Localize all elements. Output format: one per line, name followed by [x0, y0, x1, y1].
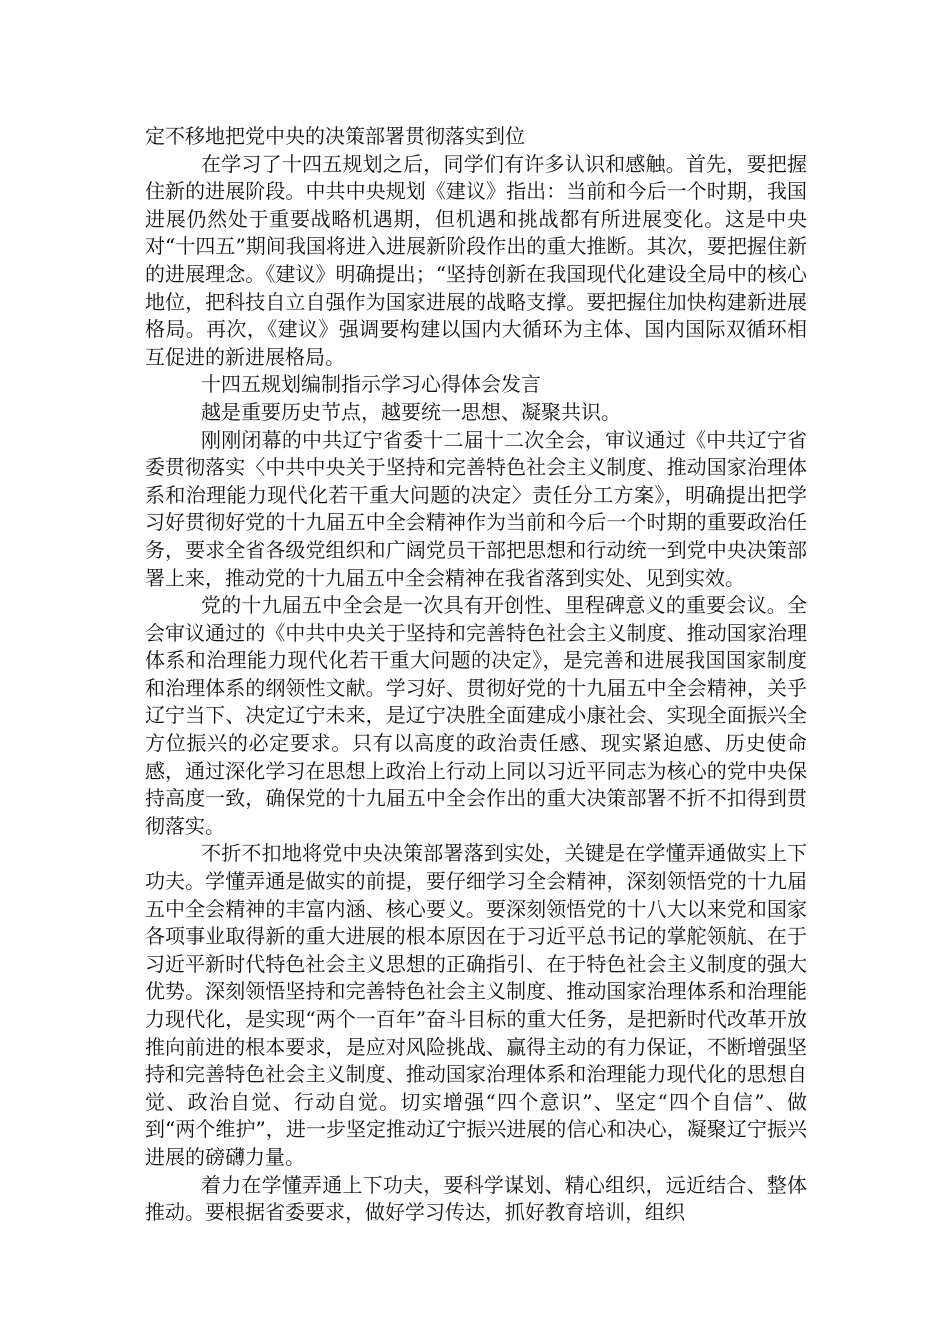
paragraph: 越是重要历史节点，越要统一思想、凝聚共识。 [201, 399, 621, 424]
section-heading: 十四五规划编制指示学习心得体会发言 [201, 372, 541, 397]
paragraph: 刚刚闭幕的中共辽宁省委十二届十二次全会，审议通过《中共辽宁省委贯彻落实〈中共中央关于坚持和完善特色社会主义制度、推动国家治理体系和治理能力现代化若干重大问题的决定〉责任分工方案》，明确提出把学习好贯彻好党的十九届五中全会精神作为当前和今后一个时期的重要政治任务，要求全省各级党组织和广阔党员干部把思想和行动统一到党中央决策部署上来，推动党的十九届五中全会精神在我省落到实处、见到实效。 [145, 427, 807, 590]
paragraph: 不折不扣地将党中央决策部署落到实处，关键是在学懂弄通做实上下功夫。学懂弄通是做实的前提，要仔细学习全会精神，深刻领悟党的十九届五中全会精神的丰富内涵、核心要义。要深刻领悟党的十八大以来党和国家各项事业取得新的重大进展的根本原因在于习近平总书记的掌舵领航、在于习近平新时代特色社会主义思想的正确指引、在于特色社会主义制度的强大优势。深刻领悟坚持和完善特色社会主义制度、推动国家治理体系和治理能力现代化，是实现“两个一百年”奋斗目标的重大任务，是把新时代改革开放推向前进的根本要求，是应对风险挑战、赢得主动的有力保证，不断增强坚持和完善特色社会主义制度、推动国家治理体系和治理能力现代化的思想自觉、政治自觉、行动自觉。切实增强“四个意识”、坚定“四个自信”、做到“两个维护”，进一步坚定推动辽宁振兴进展的信心和决心，凝聚辽宁振兴进展的磅礴力量。 [145, 841, 807, 1169]
document-body [145, 123, 807, 1227]
paragraph: 着力在学懂弄通上下功夫，要科学谋划、精心组织，远近结合、整体推动。要根据省委要求，做好学习传达，抓好教育培训，组织 [145, 1172, 807, 1225]
paragraph: 在学习了十四五规划之后，同学们有许多认识和感触。首先，要把握住新的进展阶段。中共中央规划《建议》指出：当前和今后一个时期，我国进展仍然处于重要战略机遇期，但机遇和挑战都有所进展变化。这是中央对“十四五”期间我国将进入进展新阶段作出的重大推断。其次，要把握住新的进展理念。《建议》明确提出；“坚持创新在我国现代化建设全局中的核心地位，把科技自立自强作为国家进展的战略支撑。要把握住加快构建新进展格局。再次，《建议》强调要构建以国内大循环为主体、国内国际双循环相互促进的新进展格局。 [145, 151, 807, 369]
paragraph: 党的十九届五中全会是一次具有开创性、里程碑意义的重要会议。全会审议通过的《中共中央关于坚持和完善特色社会主义制度、推动国家治理体系和治理能力现代化若干重大问题的决定》，是完善和进展我国国家制度和治理体系的纲领性文献。学习好、贯彻好党的十九届五中全会精神，关乎辽宁当下、决定辽宁未来，是辽宁决胜全面建成小康社会、实现全面振兴全方位振兴的必定要求。只有以高度的政治责任感、现实紧迫感、历史使命感，通过深化学习在思想上政治上行动上同以习近平同志为核心的党中央保持高度一致，确保党的十九届五中全会作出的重大决策部署不折不扣得到贯彻落实。 [145, 593, 807, 838]
paragraph: 定不移地把党中央的决策部署贯彻落实到位 [145, 124, 525, 148]
